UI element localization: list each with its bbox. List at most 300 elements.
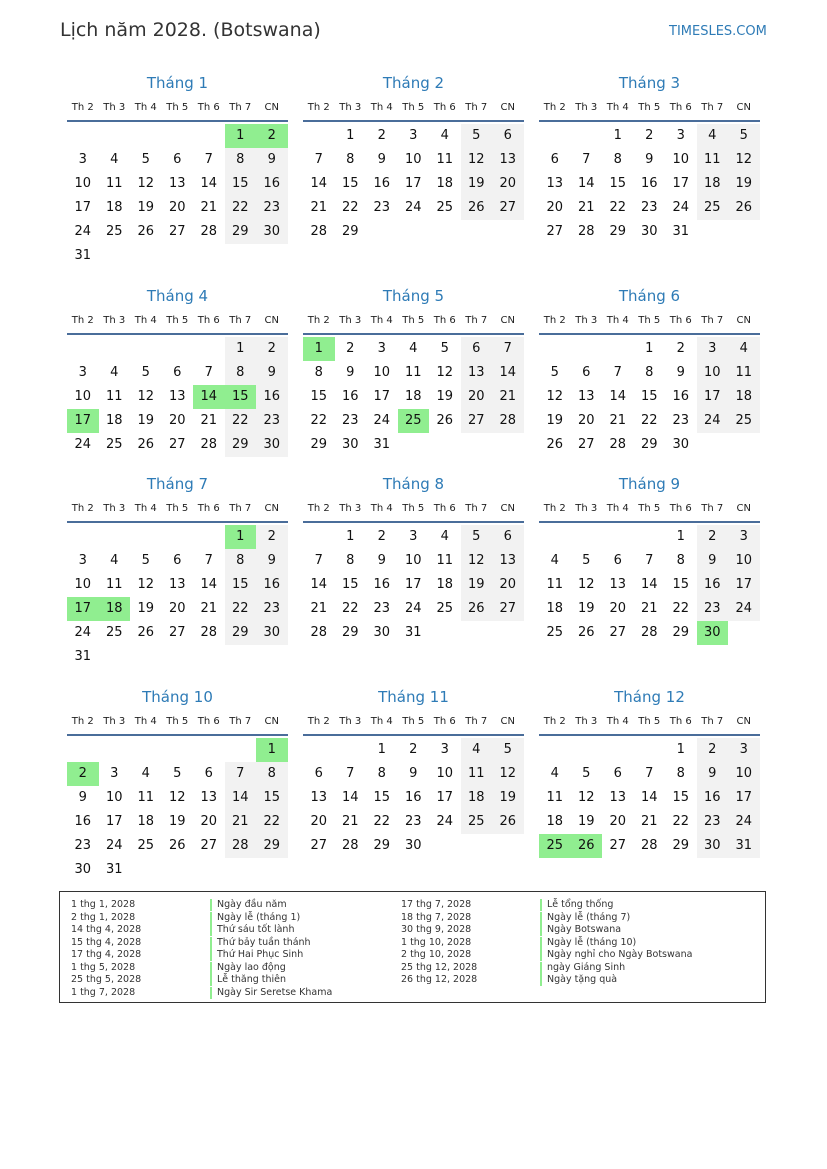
day-cell: 26 (137, 625, 155, 640)
weekday-header (303, 714, 524, 736)
day-cell: 4 (141, 766, 150, 781)
day-cell: 21 (341, 814, 359, 829)
day-cell: 14 (200, 577, 218, 592)
day-cell: 9 (256, 148, 288, 172)
month-10 (67, 684, 288, 882)
day-cell: 17 (697, 385, 729, 409)
month-1 (67, 70, 288, 268)
weekday-header (539, 501, 760, 523)
day-cell: 15 (225, 573, 257, 597)
day-cell: 11 (404, 365, 422, 380)
day-cell: 23 (74, 838, 92, 853)
day-cell: 22 (225, 196, 257, 220)
day-cell: 18 (436, 176, 454, 191)
weekday-label: Th 3 (103, 102, 126, 113)
day-cell: 5 (582, 553, 591, 568)
day-cell: 10 (74, 389, 92, 404)
day-cell: 30 (640, 224, 658, 239)
day-cell: 23 (341, 413, 359, 428)
weekday-label: Th 2 (543, 503, 566, 514)
day-cell: 21 (310, 601, 328, 616)
legend-date: 2 thg 10, 2028 (401, 949, 472, 960)
day-cell: 18 (436, 577, 454, 592)
day-cell: 4 (550, 766, 559, 781)
holiday-day-cell: 1 (225, 124, 257, 148)
weekday-label: Th 4 (606, 315, 629, 326)
day-cell: 1 (676, 529, 685, 544)
brand-link[interactable]: TIMESLES.COM (669, 24, 767, 39)
day-cell: 7 (346, 766, 355, 781)
weekday-label: Th 5 (402, 102, 425, 113)
day-cell: 16 (341, 389, 359, 404)
day-cell: 25 (137, 838, 155, 853)
holiday-day-cell: 25 (539, 834, 571, 858)
day-cell: 3 (409, 529, 418, 544)
day-cell: 24 (74, 224, 92, 239)
legend-date: 30 thg 9, 2028 (401, 924, 472, 935)
day-cell: 9 (697, 549, 729, 573)
day-cell: 14 (640, 577, 658, 592)
legend-date: 1 thg 10, 2028 (401, 936, 472, 948)
day-cell: 3 (728, 738, 760, 762)
day-cell: 3 (78, 553, 87, 568)
day-cell: 11 (546, 790, 564, 805)
weekday-label: Th 5 (638, 503, 661, 514)
weekday-label: Th 6 (669, 315, 692, 326)
day-cell: 19 (137, 200, 155, 215)
day-cell: 9 (377, 152, 386, 167)
day-cell: 4 (728, 337, 760, 361)
day-cell: 10 (74, 577, 92, 592)
day-cell: 12 (546, 389, 564, 404)
day-cell: 17 (672, 176, 690, 191)
day-cell: 9 (645, 152, 654, 167)
day-grid (539, 337, 760, 457)
holiday-day-cell: 14 (193, 385, 225, 409)
day-cell: 30 (341, 437, 359, 452)
weekday-label: Th 3 (339, 102, 362, 113)
month-3 (539, 70, 760, 244)
day-cell: 30 (697, 834, 729, 858)
weekday-label: Th 6 (669, 102, 692, 113)
day-cell: 11 (105, 389, 123, 404)
day-cell: 18 (105, 413, 123, 428)
day-cell: 10 (105, 790, 123, 805)
day-cell: 4 (110, 152, 119, 167)
day-cell: 27 (609, 625, 627, 640)
weekday-label: Th 3 (575, 503, 598, 514)
day-cell: 3 (409, 128, 418, 143)
day-cell: 12 (577, 790, 595, 805)
day-grid (303, 124, 524, 244)
month-title: Tháng 7 (146, 475, 209, 493)
weekday-label: CN (736, 102, 751, 113)
day-cell: 28 (200, 224, 218, 239)
day-cell: 9 (676, 365, 685, 380)
day-cell: 22 (256, 810, 288, 834)
day-cell: 23 (404, 814, 422, 829)
day-cell: 13 (492, 148, 524, 172)
day-cell: 8 (346, 152, 355, 167)
weekday-header (303, 313, 524, 335)
day-cell: 4 (550, 553, 559, 568)
day-cell: 12 (461, 549, 493, 573)
day-cell: 3 (110, 766, 119, 781)
weekday-label: Th 2 (543, 315, 566, 326)
weekday-label: Th 2 (543, 102, 566, 113)
day-cell: 19 (436, 389, 454, 404)
holiday-legend (59, 891, 766, 1003)
day-cell: 6 (461, 337, 493, 361)
day-cell: 7 (582, 152, 591, 167)
day-grid (67, 124, 288, 268)
day-cell: 16 (373, 577, 391, 592)
day-cell: 21 (609, 413, 627, 428)
day-cell: 11 (728, 361, 760, 385)
legend-date: 1 thg 7, 2028 (71, 986, 136, 998)
day-cell: 16 (640, 176, 658, 191)
weekday-label: Th 6 (197, 716, 220, 727)
weekday-label: Th 5 (166, 315, 189, 326)
day-cell: 3 (728, 525, 760, 549)
day-cell: 21 (577, 200, 595, 215)
weekday-label: Th 6 (197, 315, 220, 326)
legend-date: 1 thg 5, 2028 (71, 961, 136, 973)
day-cell: 20 (492, 172, 524, 196)
month-11 (303, 684, 524, 858)
day-cell: 29 (310, 437, 328, 452)
day-cell: 10 (373, 365, 391, 380)
day-cell: 20 (310, 814, 328, 829)
legend-date: 25 thg 5, 2028 (71, 974, 142, 985)
day-cell: 10 (672, 152, 690, 167)
weekday-label: Th 5 (402, 716, 425, 727)
day-cell: 25 (728, 409, 760, 433)
day-cell: 8 (225, 549, 257, 573)
weekday-header (67, 100, 288, 122)
day-cell: 27 (168, 224, 186, 239)
weekday-header (303, 100, 524, 122)
day-cell: 25 (436, 200, 454, 215)
holiday-day-cell: 1 (303, 337, 335, 361)
day-cell: 23 (373, 200, 391, 215)
day-cell: 30 (373, 625, 391, 640)
day-cell: 10 (404, 152, 422, 167)
weekday-label: Th 6 (433, 102, 456, 113)
day-cell: 12 (137, 389, 155, 404)
day-cell: 7 (204, 365, 213, 380)
day-cell: 24 (728, 597, 760, 621)
day-cell: 13 (310, 790, 328, 805)
day-cell: 18 (404, 389, 422, 404)
day-cell: 29 (609, 224, 627, 239)
weekday-label: Th 4 (134, 315, 157, 326)
day-cell: 26 (546, 437, 564, 452)
weekday-label: Th 7 (229, 315, 252, 326)
day-cell: 2 (346, 341, 355, 356)
day-cell: 19 (577, 814, 595, 829)
weekday-label: Th 5 (402, 503, 425, 514)
day-cell: 21 (225, 810, 257, 834)
day-cell: 1 (676, 742, 685, 757)
day-cell: 29 (373, 838, 391, 853)
day-cell: 23 (256, 196, 288, 220)
weekday-label: Th 7 (229, 503, 252, 514)
day-cell: 22 (609, 200, 627, 215)
day-cell: 27 (168, 437, 186, 452)
day-cell: 28 (492, 409, 524, 433)
month-title: Tháng 11 (378, 688, 449, 706)
holiday-day-cell: 2 (67, 762, 99, 786)
weekday-label: Th 7 (465, 716, 488, 727)
weekday-label: Th 4 (370, 503, 393, 514)
day-cell: 21 (640, 601, 658, 616)
day-cell: 2 (377, 529, 386, 544)
day-cell: 28 (640, 625, 658, 640)
day-cell: 31 (373, 437, 391, 452)
day-cell: 26 (436, 413, 454, 428)
day-cell: 10 (404, 553, 422, 568)
day-cell: 11 (436, 152, 454, 167)
day-cell: 19 (577, 601, 595, 616)
month-title: Tháng 2 (382, 74, 445, 92)
weekday-label: Th 5 (166, 503, 189, 514)
holiday-day-cell: 30 (697, 621, 729, 645)
day-cell: 6 (613, 553, 622, 568)
day-cell: 28 (640, 838, 658, 853)
legend-holiday-name: ngày Giáng Sinh (540, 962, 625, 974)
day-cell: 14 (341, 790, 359, 805)
day-cell: 24 (105, 838, 123, 853)
day-cell: 3 (78, 152, 87, 167)
day-cell: 22 (225, 597, 257, 621)
day-cell: 29 (225, 621, 257, 645)
day-cell: 25 (461, 810, 493, 834)
day-cell: 9 (346, 365, 355, 380)
day-cell: 6 (204, 766, 213, 781)
legend-holiday-name: Ngày lễ (tháng 1) (210, 912, 300, 924)
weekday-header (539, 100, 760, 122)
weekday-label: CN (264, 503, 279, 514)
legend-date: 17 thg 7, 2028 (401, 899, 472, 910)
day-cell: 24 (436, 814, 454, 829)
day-cell: 12 (577, 577, 595, 592)
day-cell: 16 (373, 176, 391, 191)
day-cell: 27 (168, 625, 186, 640)
holiday-day-cell: 1 (256, 738, 288, 762)
day-cell: 24 (697, 409, 729, 433)
day-cell: 30 (74, 862, 92, 877)
day-cell: 29 (640, 437, 658, 452)
day-cell: 22 (672, 601, 690, 616)
day-cell: 20 (168, 601, 186, 616)
day-cell: 25 (105, 224, 123, 239)
holiday-day-cell: 26 (571, 834, 603, 858)
day-cell: 16 (697, 573, 729, 597)
day-cell: 30 (256, 433, 288, 457)
day-cell: 19 (546, 413, 564, 428)
weekday-label: CN (500, 315, 515, 326)
holiday-day-cell: 25 (398, 409, 430, 433)
weekday-label: CN (264, 716, 279, 727)
day-cell: 22 (373, 814, 391, 829)
day-cell: 14 (200, 176, 218, 191)
holiday-day-cell: 17 (67, 409, 99, 433)
day-cell: 29 (341, 625, 359, 640)
day-cell: 26 (728, 196, 760, 220)
day-grid (67, 738, 288, 882)
day-cell: 16 (74, 814, 92, 829)
day-cell: 28 (200, 437, 218, 452)
day-cell: 8 (676, 766, 685, 781)
legend-date: 2 thg 1, 2028 (71, 911, 136, 923)
day-cell: 17 (728, 786, 760, 810)
weekday-header (67, 313, 288, 335)
day-cell: 13 (200, 790, 218, 805)
day-cell: 8 (225, 148, 257, 172)
day-cell: 10 (697, 361, 729, 385)
day-cell: 7 (645, 553, 654, 568)
day-cell: 30 (256, 621, 288, 645)
month-9 (539, 471, 760, 645)
day-cell: 18 (728, 385, 760, 409)
day-cell: 20 (609, 601, 627, 616)
day-cell: 18 (461, 786, 493, 810)
weekday-label: CN (264, 315, 279, 326)
day-cell: 9 (78, 790, 87, 805)
day-cell: 26 (461, 196, 493, 220)
day-cell: 14 (225, 786, 257, 810)
legend-holiday-name: Thứ Hai Phục Sinh (210, 949, 303, 961)
day-cell: 15 (310, 389, 328, 404)
weekday-label: CN (500, 503, 515, 514)
legend-holiday-name: Ngày lễ (tháng 10) (540, 937, 636, 949)
weekday-label: Th 4 (370, 315, 393, 326)
weekday-label: Th 7 (701, 503, 724, 514)
weekday-header (539, 714, 760, 736)
month-2 (303, 70, 524, 244)
day-cell: 15 (256, 786, 288, 810)
legend-holiday-name: Lễ thăng thiên (210, 974, 286, 986)
weekday-label: Th 4 (606, 716, 629, 727)
day-cell: 27 (577, 437, 595, 452)
day-cell: 19 (461, 172, 493, 196)
day-cell: 22 (341, 200, 359, 215)
weekday-label: Th 4 (134, 503, 157, 514)
day-cell: 12 (728, 148, 760, 172)
day-cell: 10 (728, 549, 760, 573)
day-cell: 13 (546, 176, 564, 191)
day-cell: 3 (377, 341, 386, 356)
day-grid (303, 525, 524, 645)
day-cell: 23 (256, 597, 288, 621)
weekday-label: Th 7 (701, 102, 724, 113)
weekday-label: Th 6 (433, 503, 456, 514)
weekday-label: Th 4 (134, 716, 157, 727)
weekday-label: Th 5 (638, 102, 661, 113)
day-cell: 22 (672, 814, 690, 829)
day-cell: 12 (137, 577, 155, 592)
holiday-day-cell: 18 (99, 597, 131, 621)
weekday-label: CN (264, 102, 279, 113)
day-cell: 24 (74, 437, 92, 452)
day-cell: 5 (141, 553, 150, 568)
day-cell: 17 (728, 573, 760, 597)
holiday-day-cell: 15 (225, 385, 257, 409)
legend-holiday-name: Ngày lao động (210, 962, 286, 974)
weekday-label: Th 6 (433, 716, 456, 727)
day-cell: 13 (168, 176, 186, 191)
weekday-label: Th 4 (370, 716, 393, 727)
weekday-label: Th 3 (103, 716, 126, 727)
day-cell: 9 (697, 762, 729, 786)
page-title: Lịch năm 2028. (Botswana) (60, 19, 321, 41)
day-grid (539, 738, 760, 858)
day-cell: 17 (404, 577, 422, 592)
month-6 (539, 283, 760, 457)
day-cell: 14 (310, 176, 328, 191)
day-cell: 17 (373, 389, 391, 404)
day-cell: 11 (461, 762, 493, 786)
day-cell: 6 (173, 152, 182, 167)
day-cell: 30 (256, 220, 288, 244)
weekday-label: Th 6 (197, 503, 220, 514)
weekday-label: Th 4 (606, 503, 629, 514)
day-cell: 8 (377, 766, 386, 781)
day-cell: 4 (440, 128, 449, 143)
day-cell: 6 (173, 553, 182, 568)
day-cell: 11 (105, 176, 123, 191)
day-cell: 17 (436, 790, 454, 805)
weekday-label: Th 7 (701, 716, 724, 727)
day-cell: 9 (377, 553, 386, 568)
weekday-label: Th 2 (71, 315, 94, 326)
day-cell: 6 (492, 525, 524, 549)
day-cell: 27 (492, 196, 524, 220)
day-cell: 5 (582, 766, 591, 781)
day-cell: 5 (173, 766, 182, 781)
day-cell: 29 (225, 433, 257, 457)
day-cell: 27 (546, 224, 564, 239)
day-cell: 9 (409, 766, 418, 781)
month-title: Tháng 1 (146, 74, 209, 92)
weekday-label: Th 5 (166, 102, 189, 113)
day-grid (539, 525, 760, 645)
weekday-label: Th 6 (669, 716, 692, 727)
day-cell: 26 (577, 625, 595, 640)
day-cell: 7 (314, 553, 323, 568)
day-cell: 21 (200, 200, 218, 215)
day-cell: 8 (225, 361, 257, 385)
weekday-label: Th 7 (229, 102, 252, 113)
day-cell: 12 (168, 790, 186, 805)
day-cell: 30 (672, 437, 690, 452)
day-cell: 28 (310, 625, 328, 640)
day-cell: 24 (404, 601, 422, 616)
day-cell: 1 (613, 128, 622, 143)
day-cell: 3 (697, 337, 729, 361)
day-cell: 27 (492, 597, 524, 621)
day-cell: 16 (404, 790, 422, 805)
weekday-label: Th 5 (638, 315, 661, 326)
day-cell: 7 (645, 766, 654, 781)
day-grid (303, 738, 524, 858)
day-cell: 2 (697, 525, 729, 549)
day-cell: 24 (728, 810, 760, 834)
day-cell: 6 (613, 766, 622, 781)
day-cell: 15 (341, 176, 359, 191)
month-title: Tháng 9 (618, 475, 681, 493)
